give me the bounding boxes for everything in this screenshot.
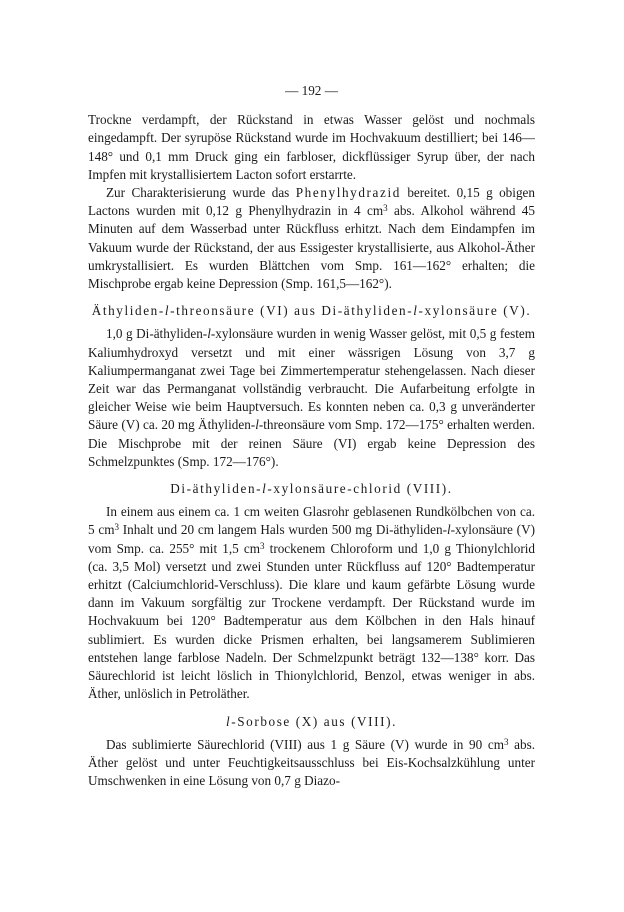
paragraph-2-text-b: bereitet. 0,15 g obigen Lactons wurden mit 0,12 g Phenylhydrazin in 4 cm	[88, 185, 535, 219]
heading-1-l-1: l	[164, 303, 171, 319]
document-page	[88, 82, 535, 790]
heading-2-l: l	[262, 481, 268, 497]
paragraph-5-superscript: 3	[503, 736, 509, 747]
paragraph-4-l: l	[446, 522, 451, 538]
paragraph-4-superscript-1: 3	[114, 522, 119, 533]
paragraph-3-text-c: -threonsäure vom Smp. 172—175° erhalten werden. Die Mischprobe mit der reinen Säure (VI) ergab keine Depression des Schmelzpunktes (Smp. 172—176°).	[88, 417, 535, 469]
section-heading-1	[88, 302, 535, 320]
paragraph-3-l-2: l	[255, 417, 259, 433]
paragraph-3-text-a: 1,0 g Di-äthyliden-	[106, 326, 208, 342]
paragraph-2	[88, 184, 535, 293]
paragraph-2-text-a: Zur Charakterisierung wurde das	[106, 185, 296, 201]
heading-2-text-a: Di-äthyliden-	[170, 481, 263, 497]
heading-1-l-2: l	[413, 303, 419, 319]
paragraph-5-text-b: abs. Äther gelöst und unter Feuchtigkeitsausschluss bei Eis-Kochsalzkühlung unter Umschwenken in eine Lösung von 0,7 g Diazo-	[88, 736, 535, 789]
paragraph-4-superscript-2: 3	[260, 540, 265, 551]
heading-3-l: l	[225, 713, 232, 729]
paragraph-3-text-b: -xylonsäure wurden in wenig Wasser gelöst, mit 0,5 g festem Kaliumhydroxyd versetzt und mit einer wässrigen Lösung von 3,7 g Kaliumpermanganat zwei Tage bei Zimmertemperatur stehengelassen. Nach dieser Zeit war das Permanganat vollständig verbraucht. Die Aufarbeitung erfolgte in gleicher Weise wie beim Hauptversuch. Es konnten neben ca. 0,3 g unveränderter Säure (V) ca. 20 mg Äthyliden-	[88, 326, 536, 433]
paragraph-2-spaced-term: Phenylhydrazid	[295, 185, 401, 201]
paragraph-5	[88, 736, 535, 791]
section-heading-2	[88, 480, 535, 498]
paragraph-2-superscript: 3	[383, 203, 388, 214]
paragraph-4-text-c: -xylonsäure (V) vom Smp. ca. 255° mit 1,5 cm	[88, 522, 535, 556]
paragraph-4	[88, 503, 535, 703]
paragraph-4-text-a: In einem aus einem ca. 1 cm weiten Glasrohr geblasenen Rundkölbchen von ca. 5 cm	[88, 504, 535, 538]
paragraph-3	[88, 325, 535, 471]
heading-1-text-b: -threonsäure (VI) aus Di-äthyliden-	[170, 303, 414, 319]
paragraph-5-text-a: Das sublimierte Säurechlorid (VIII) aus 1 g Säure (V) wurde in 90 cm	[106, 736, 504, 752]
paragraph-2-text-c: abs. Alkohol während 45 Minuten auf dem Wasserbad unter Rückfluss erhitzt. Nach dem Eindampfen im Vakuum wurde der Rückstand, der aus Essigester krystallisierte, aus Alkohol-Äther umkrystallisiert. Es wurden Blättchen vom Smp. 161—162° erhalten; die Mischprobe ergab keine Depression (Smp. 161,5—162°).	[88, 203, 535, 292]
heading-1-text-c: -xylonsäure (V).	[418, 303, 532, 319]
page-number: — 192 —	[285, 83, 338, 98]
paragraph-1	[88, 111, 535, 184]
heading-3-text-a: -Sorbose (X) aus (VIII).	[231, 713, 398, 729]
paragraph-4-text-d: trockenem Chloroform und 1,0 g Thionylchlorid (ca. 3,5 Mol) versetzt und zwei Stunden unter Rückfluss auf 120° Badtemperatur erhitzt (Calciumchlorid-Verschluss). Die klare und kaum gefärbte Lösung wurde dann im Vakuum sorgfältig zur Trockene verdampft. Der Rückstand wurde im Hochvakuum bei 120° Badtemperatur aus dem Kölbchen in den Hals hinauf sublimiert. Es wurden dicke Prismen erhalten, bei langsamerem Sublimieren entstehen lange farblose Nadeln. Der Schmelzpunkt beträgt 132—138° korr. Das Säurechlorid ist leicht löslich in Thionylchlorid, Benzol, etwas weniger in abs. Äther, unlöslich in Petroläther.	[88, 540, 536, 702]
paragraph-1-text: Trockne verdampft, der Rückstand in etwas Wasser gelöst und nochmals eingedampft. Der syrupöse Rückstand wurde im Hochvakuum destilliert; bei 146—148° und 0,1 mm Druck ging ein farbloser, dickflüssiger Syrup über, der nach Impfen mit krystallisiertem Lacton sofort erstarrte.	[88, 112, 535, 182]
paragraph-4-text-b: Inhalt und 20 cm langem Hals wurden 500 mg Di-äthyliden-	[119, 522, 447, 538]
paragraph-3-l-1: l	[207, 326, 211, 342]
section-heading-3	[88, 713, 535, 731]
heading-1-text-a: Äthyliden-	[91, 303, 165, 319]
heading-2-text-b: -xylonsäure-chlorid (VIII).	[267, 481, 453, 497]
